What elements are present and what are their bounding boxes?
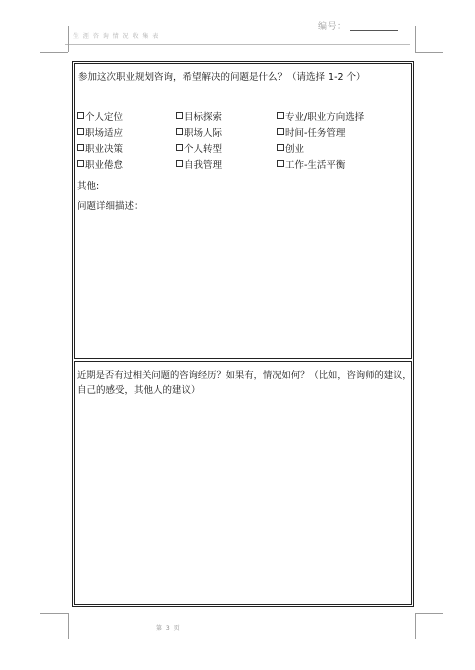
crop-mark-bottom-left-h	[40, 613, 68, 614]
crop-mark-top-right-v	[415, 26, 416, 52]
crop-mark-top-right-h	[415, 52, 443, 53]
other-label: 其他:	[77, 181, 100, 192]
checkbox-icon	[77, 112, 84, 119]
option-checkbox[interactable]: 职业决策	[77, 141, 123, 155]
option-checkbox[interactable]: 目标探索	[176, 109, 222, 123]
checkbox-icon	[277, 160, 284, 167]
option-checkbox[interactable]: 专业/职业方向选择	[277, 109, 364, 123]
option-checkbox[interactable]: 职场适应	[77, 125, 123, 139]
detail-label: 问题详细描述：	[77, 201, 144, 212]
crop-mark-bottom-right-v	[415, 613, 416, 639]
crop-mark-top-left-h	[40, 52, 68, 53]
option-checkbox[interactable]: 创业	[277, 141, 304, 155]
crop-mark-bottom-left-v	[68, 613, 69, 639]
checkbox-icon	[176, 112, 183, 119]
crop-mark-top-left-v	[68, 26, 69, 52]
section-past-consult	[74, 361, 412, 605]
number-field-line	[350, 30, 398, 31]
crop-mark-bottom-right-h	[415, 613, 443, 614]
option-checkbox[interactable]: 职业倦怠	[77, 157, 123, 171]
checkbox-icon	[176, 160, 183, 167]
number-label: 编号：	[318, 22, 347, 32]
checkbox-icon	[77, 144, 84, 151]
option-checkbox[interactable]: 自我管理	[176, 157, 222, 171]
checkbox-icon	[277, 128, 284, 135]
option-checkbox[interactable]: 职场人际	[176, 125, 222, 139]
checkbox-icon	[277, 144, 284, 151]
option-checkbox[interactable]: 时间-任务管理	[277, 125, 345, 139]
form-title: 生 涯 咨 询 情 况 收 集 表	[73, 33, 160, 40]
option-checkbox[interactable]: 工作-生活平衡	[277, 157, 345, 171]
checkbox-icon	[77, 128, 84, 135]
header-rule	[65, 44, 410, 45]
checkbox-icon	[277, 112, 284, 119]
past-consult-question: 近期是否有过相关问题的咨询经历？如果有，情况如何？（比如，咨询师的建议， 自己的感受，其他人的建议）	[77, 370, 412, 396]
checkbox-icon	[176, 128, 183, 135]
page-number: 第 3 页	[156, 625, 181, 632]
goal-question: 参加这次职业规划咨询，希望解决的问题是什么？（请选择 1-2 个）	[78, 72, 366, 83]
option-checkbox[interactable]: 个人转型	[176, 141, 222, 155]
checkbox-icon	[176, 144, 183, 151]
option-checkbox[interactable]: 个人定位	[77, 109, 123, 123]
checkbox-icon	[77, 160, 84, 167]
